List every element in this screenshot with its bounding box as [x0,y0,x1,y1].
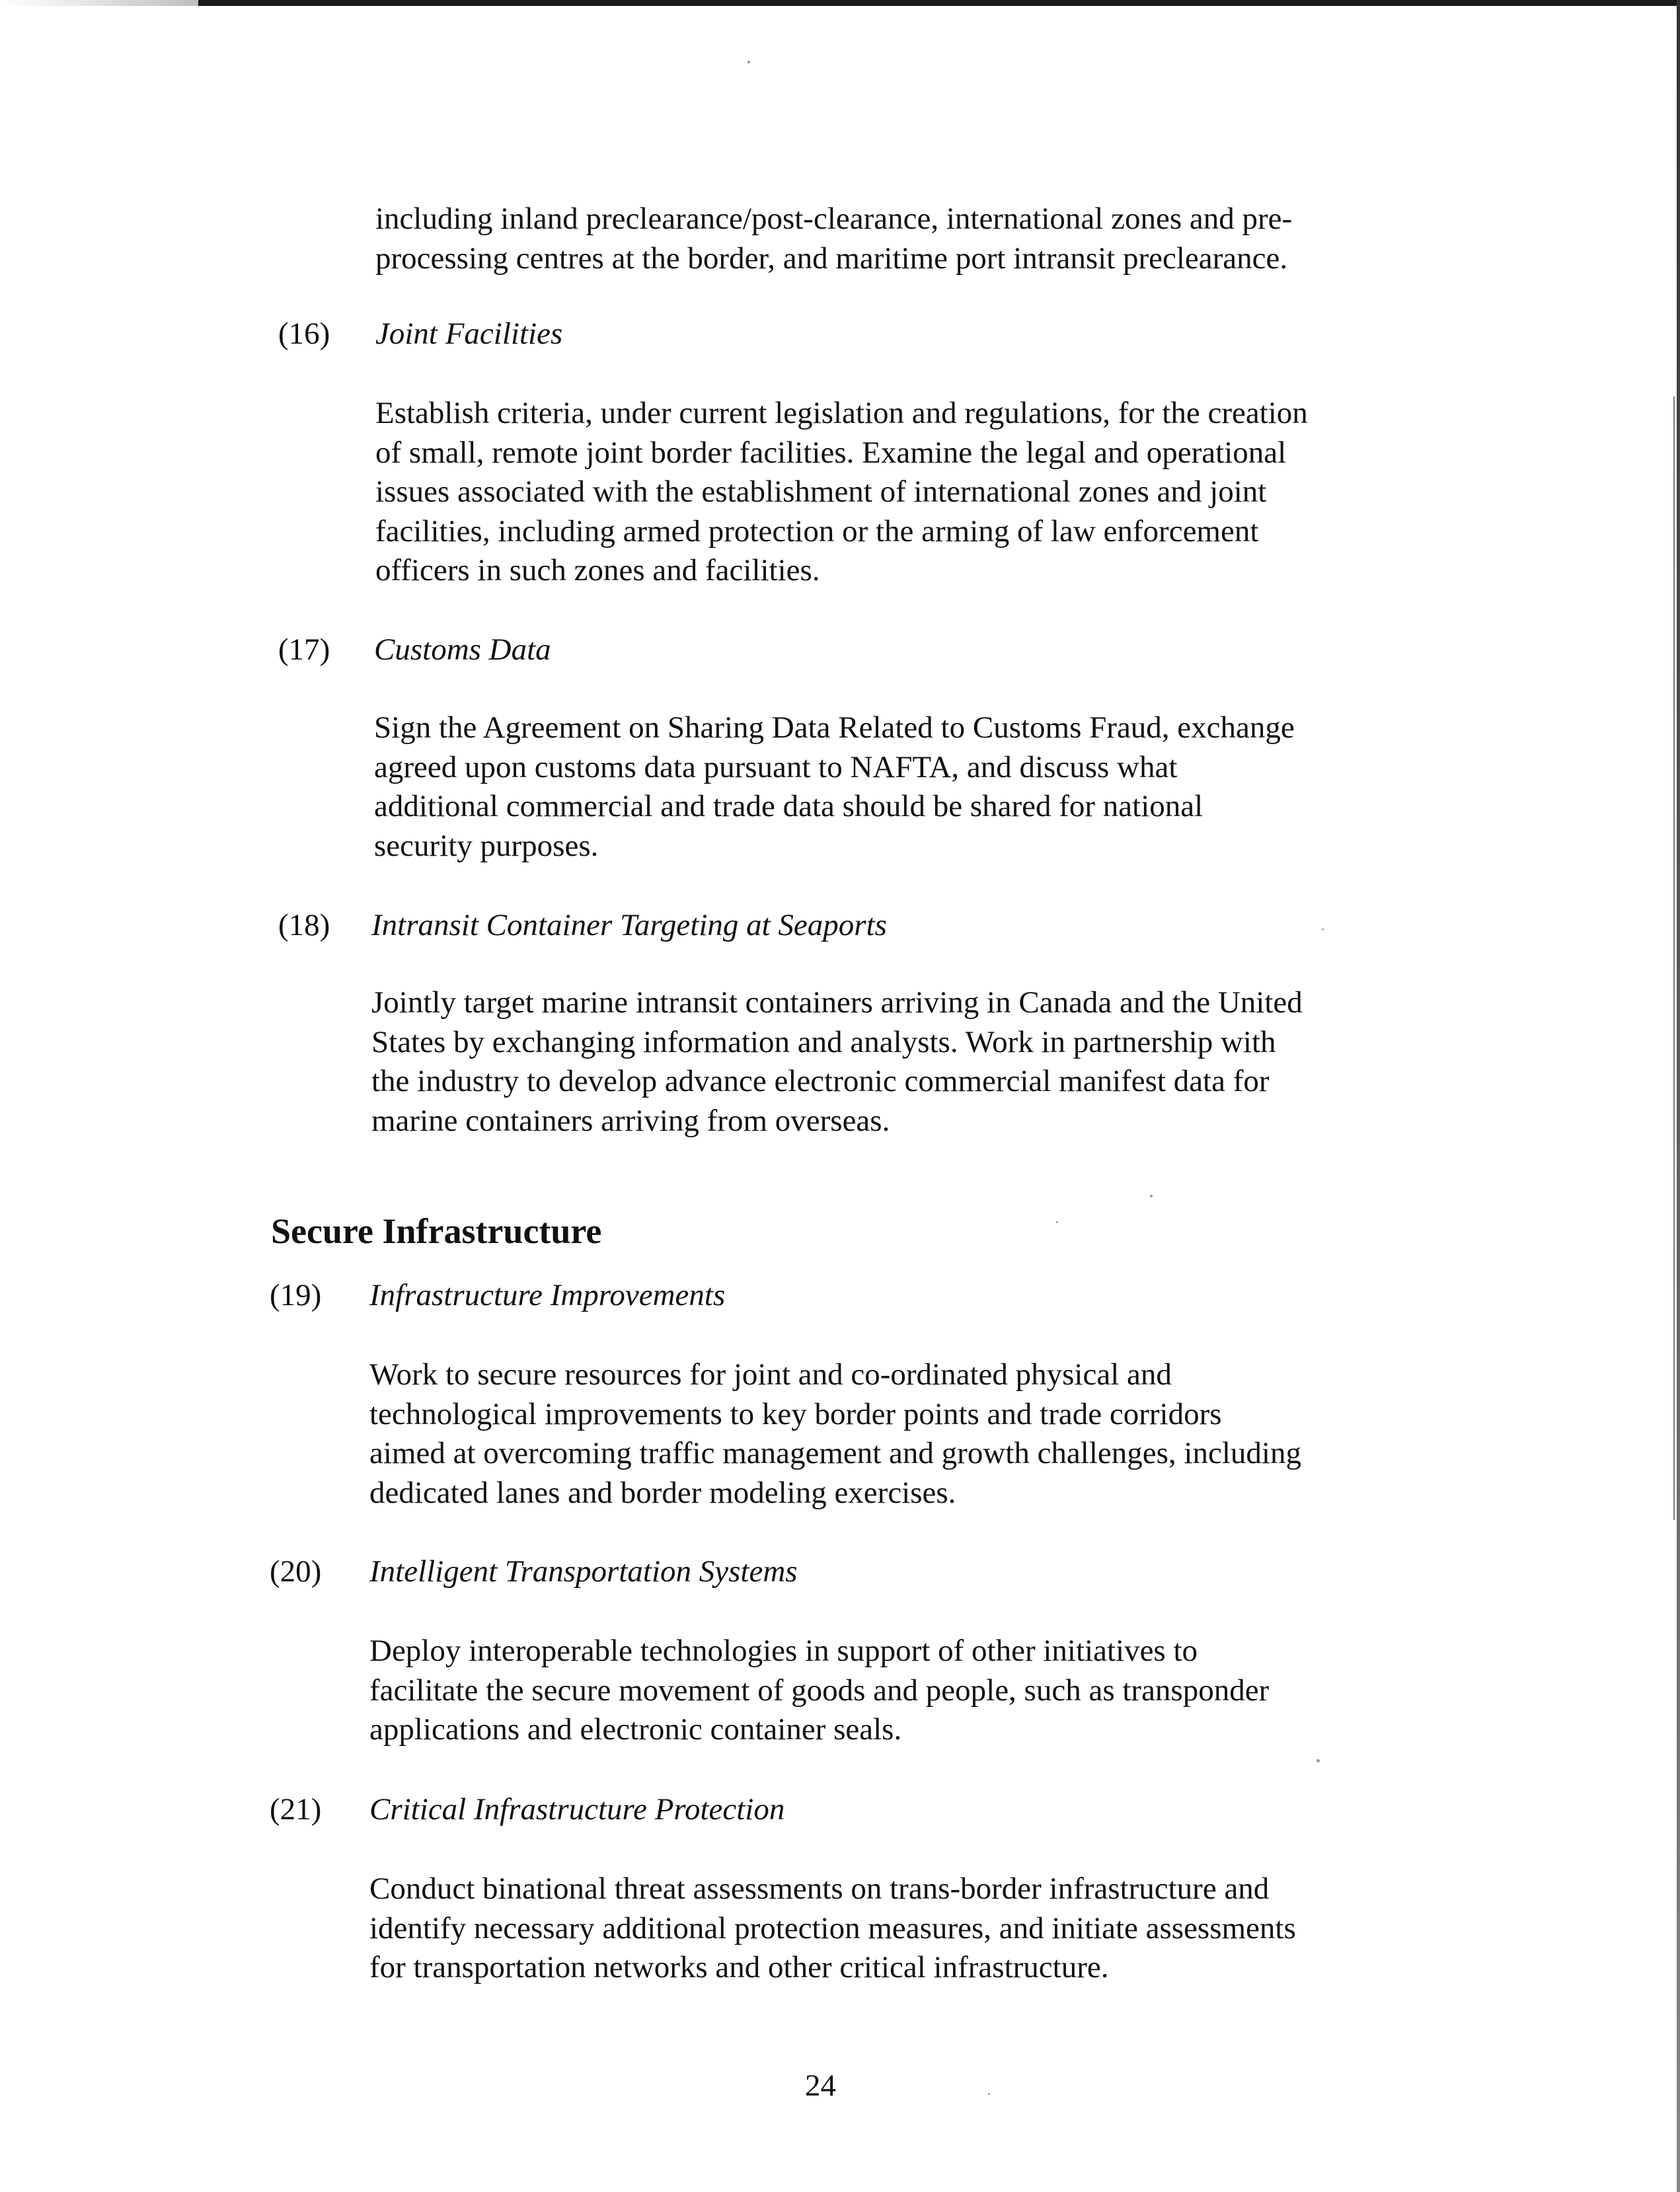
item-body: Work to secure resources for joint and co-ordinated physical and technological improvements to key border points and trade corridors aimed at overcoming traffic management and growth challenges, including dedicated lanes and border modeling exercises. [369,1357,1301,1510]
scan-right-edge-line [1673,397,1675,1520]
item-title: Intransit Container Targeting at Seaports [371,908,887,942]
scan-top-edge-fade [0,0,198,6]
intro-paragraph: including inland preclearance/post-clearance, international zones and pre- processing centres at the border, and maritime port intransit preclearance. [375,202,1293,276]
scan-speck [988,2093,990,2095]
item-body: Jointly target marine intransit containers arriving in Canada and the United States by exchanging information and analysts. Work in partnership with the industry to develop advance electronic commercial manifest data for marine containers arriving from overseas. [371,985,1303,1138]
item-title: Infrastructure Improvements [369,1278,726,1312]
item-body: Establish criteria, under current legislation and regulations, for the creation of small, remote joint border facilities. Examine the legal and operational issues associated with the establishment of international zones and joint facilities, including armed protection or the arming of law enforcement officers in such zones and facilities. [375,396,1308,587]
item-number: (17) [278,632,330,667]
scan-top-edge [0,0,1680,6]
scan-speck [747,61,750,63]
item-title: Joint Facilities [375,317,563,351]
page-number: 24 [805,2068,836,2103]
item-title: Customs Data [374,632,551,667]
item-title: Intelligent Transportation Systems [369,1554,798,1589]
item-number: (18) [278,908,330,942]
item-number: (16) [278,317,330,351]
scan-speck [1056,1221,1058,1223]
scan-right-edge [1677,0,1680,2192]
item-number: (20) [270,1554,322,1589]
item-number: (21) [270,1792,322,1827]
scan-speck [1317,1759,1320,1762]
item-number: (19) [270,1278,322,1312]
section-heading: Secure Infrastructure [271,1211,602,1251]
item-title: Critical Infrastructure Protection [369,1792,785,1827]
item-body: Sign the Agreement on Sharing Data Related to Customs Fraud, exchange agreed upon customs data pursuant to NAFTA, and discuss what additional commercial and trade data should be shared for national security purposes. [374,710,1295,863]
item-body: Conduct binational threat assessments on trans-border infrastructure and identify necessary additional protection measures, and initiate assessments for transportation networks and other critical infrastructure. [369,1871,1296,1984]
scan-speck [1322,928,1324,930]
scan-speck [1150,1195,1153,1197]
item-body: Deploy interoperable technologies in support of other initiatives to facilitate the secure movement of goods and people, such as transponder applications and electronic container seals. [369,1634,1270,1747]
